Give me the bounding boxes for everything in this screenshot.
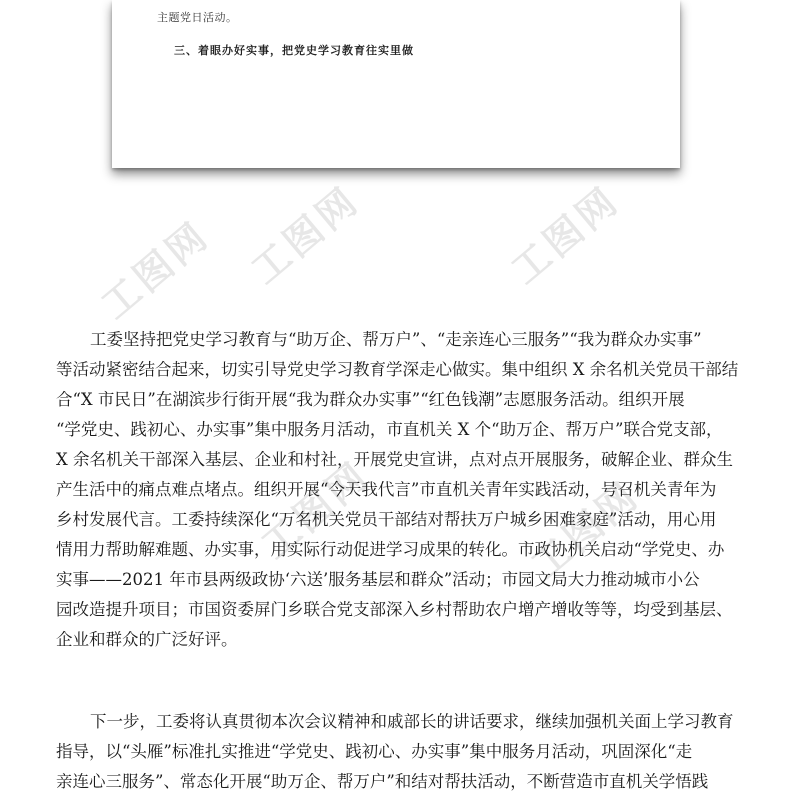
watermark-text: 工图网 xyxy=(252,452,378,568)
text-line: 实事——2021 年市县两级政协‘六送’服务基层和群众”活动；市园文局大力推动城市小公 xyxy=(56,570,700,589)
preview-partial-line: 主题党日活动。 xyxy=(157,11,238,24)
text-line: 亲连心三服务”、常态化开展“助万企、帮万户”和结对帮扶活动，不断营造市直机关学悟践 xyxy=(56,772,709,791)
text-line: 情用力帮助解难题、办实事，用实际行动促进学习成果的转化。市政协机关启动“学党史、办 xyxy=(56,540,725,559)
text-line: 园改造提升项目；市国资委屏门乡联合党支部深入乡村帮助农户增产增收等等，均受到基层、 xyxy=(56,600,733,619)
watermark-text: 工图网 xyxy=(242,177,368,293)
text-line: 合“X 市民日”在湖滨步行街开展“我为群众办实事”“红色钱潮”志愿服务活动。组织开展 xyxy=(56,390,685,409)
watermark-text: 工图网 xyxy=(522,472,648,588)
text-line: 乡村发展代言。工委持续深化“万名机关党员干部结对帮扶万户城乡困难家庭”活动，用心用 xyxy=(56,510,717,529)
paragraph-2 xyxy=(56,707,746,797)
text-line: 等活动紧密结合起来，切实引导党史学习教育学深走心做实。集中组织 X 余名机关党员干部结 xyxy=(56,360,739,379)
paragraph-1 xyxy=(56,325,746,655)
text-line: X 余名机关干部深入基层、企业和村社，开展党史宣讲，点对点开展服务，破解企业、群众生 xyxy=(56,450,733,469)
text-line: “学党史、践初心、办实事”集中服务月活动，市直机关 X 个“助万企、帮万户”联合党支部， xyxy=(56,420,723,439)
text-line: 指导，以“头雁”标准扎实推进“学党史、践初心、办实事”集中服务月活动，巩固深化“走 xyxy=(56,742,693,761)
text-line: 企业和群众的广泛好评。 xyxy=(56,630,238,649)
preview-section-heading: 三、着眼办好实事，把党史学习教育往实里做 xyxy=(174,44,414,57)
text-line: 工委坚持把党史学习教育与“助万企、帮万户”、“走亲连心三服务”“我为群众办实事” xyxy=(90,330,702,349)
watermark-text: 工图网 xyxy=(502,177,628,293)
text-line: 下一步，工委将认真贯彻本次会议精神和戚部长的讲话要求，继续加强机关面上学习教育 xyxy=(90,712,734,731)
preview-page-card xyxy=(112,0,680,168)
watermark-text: 工图网 xyxy=(92,212,218,328)
text-line: 产生活中的痛点难点堵点。组织开展“今天我代言”市直机关青年实践活动，号召机关青年为 xyxy=(56,480,717,499)
